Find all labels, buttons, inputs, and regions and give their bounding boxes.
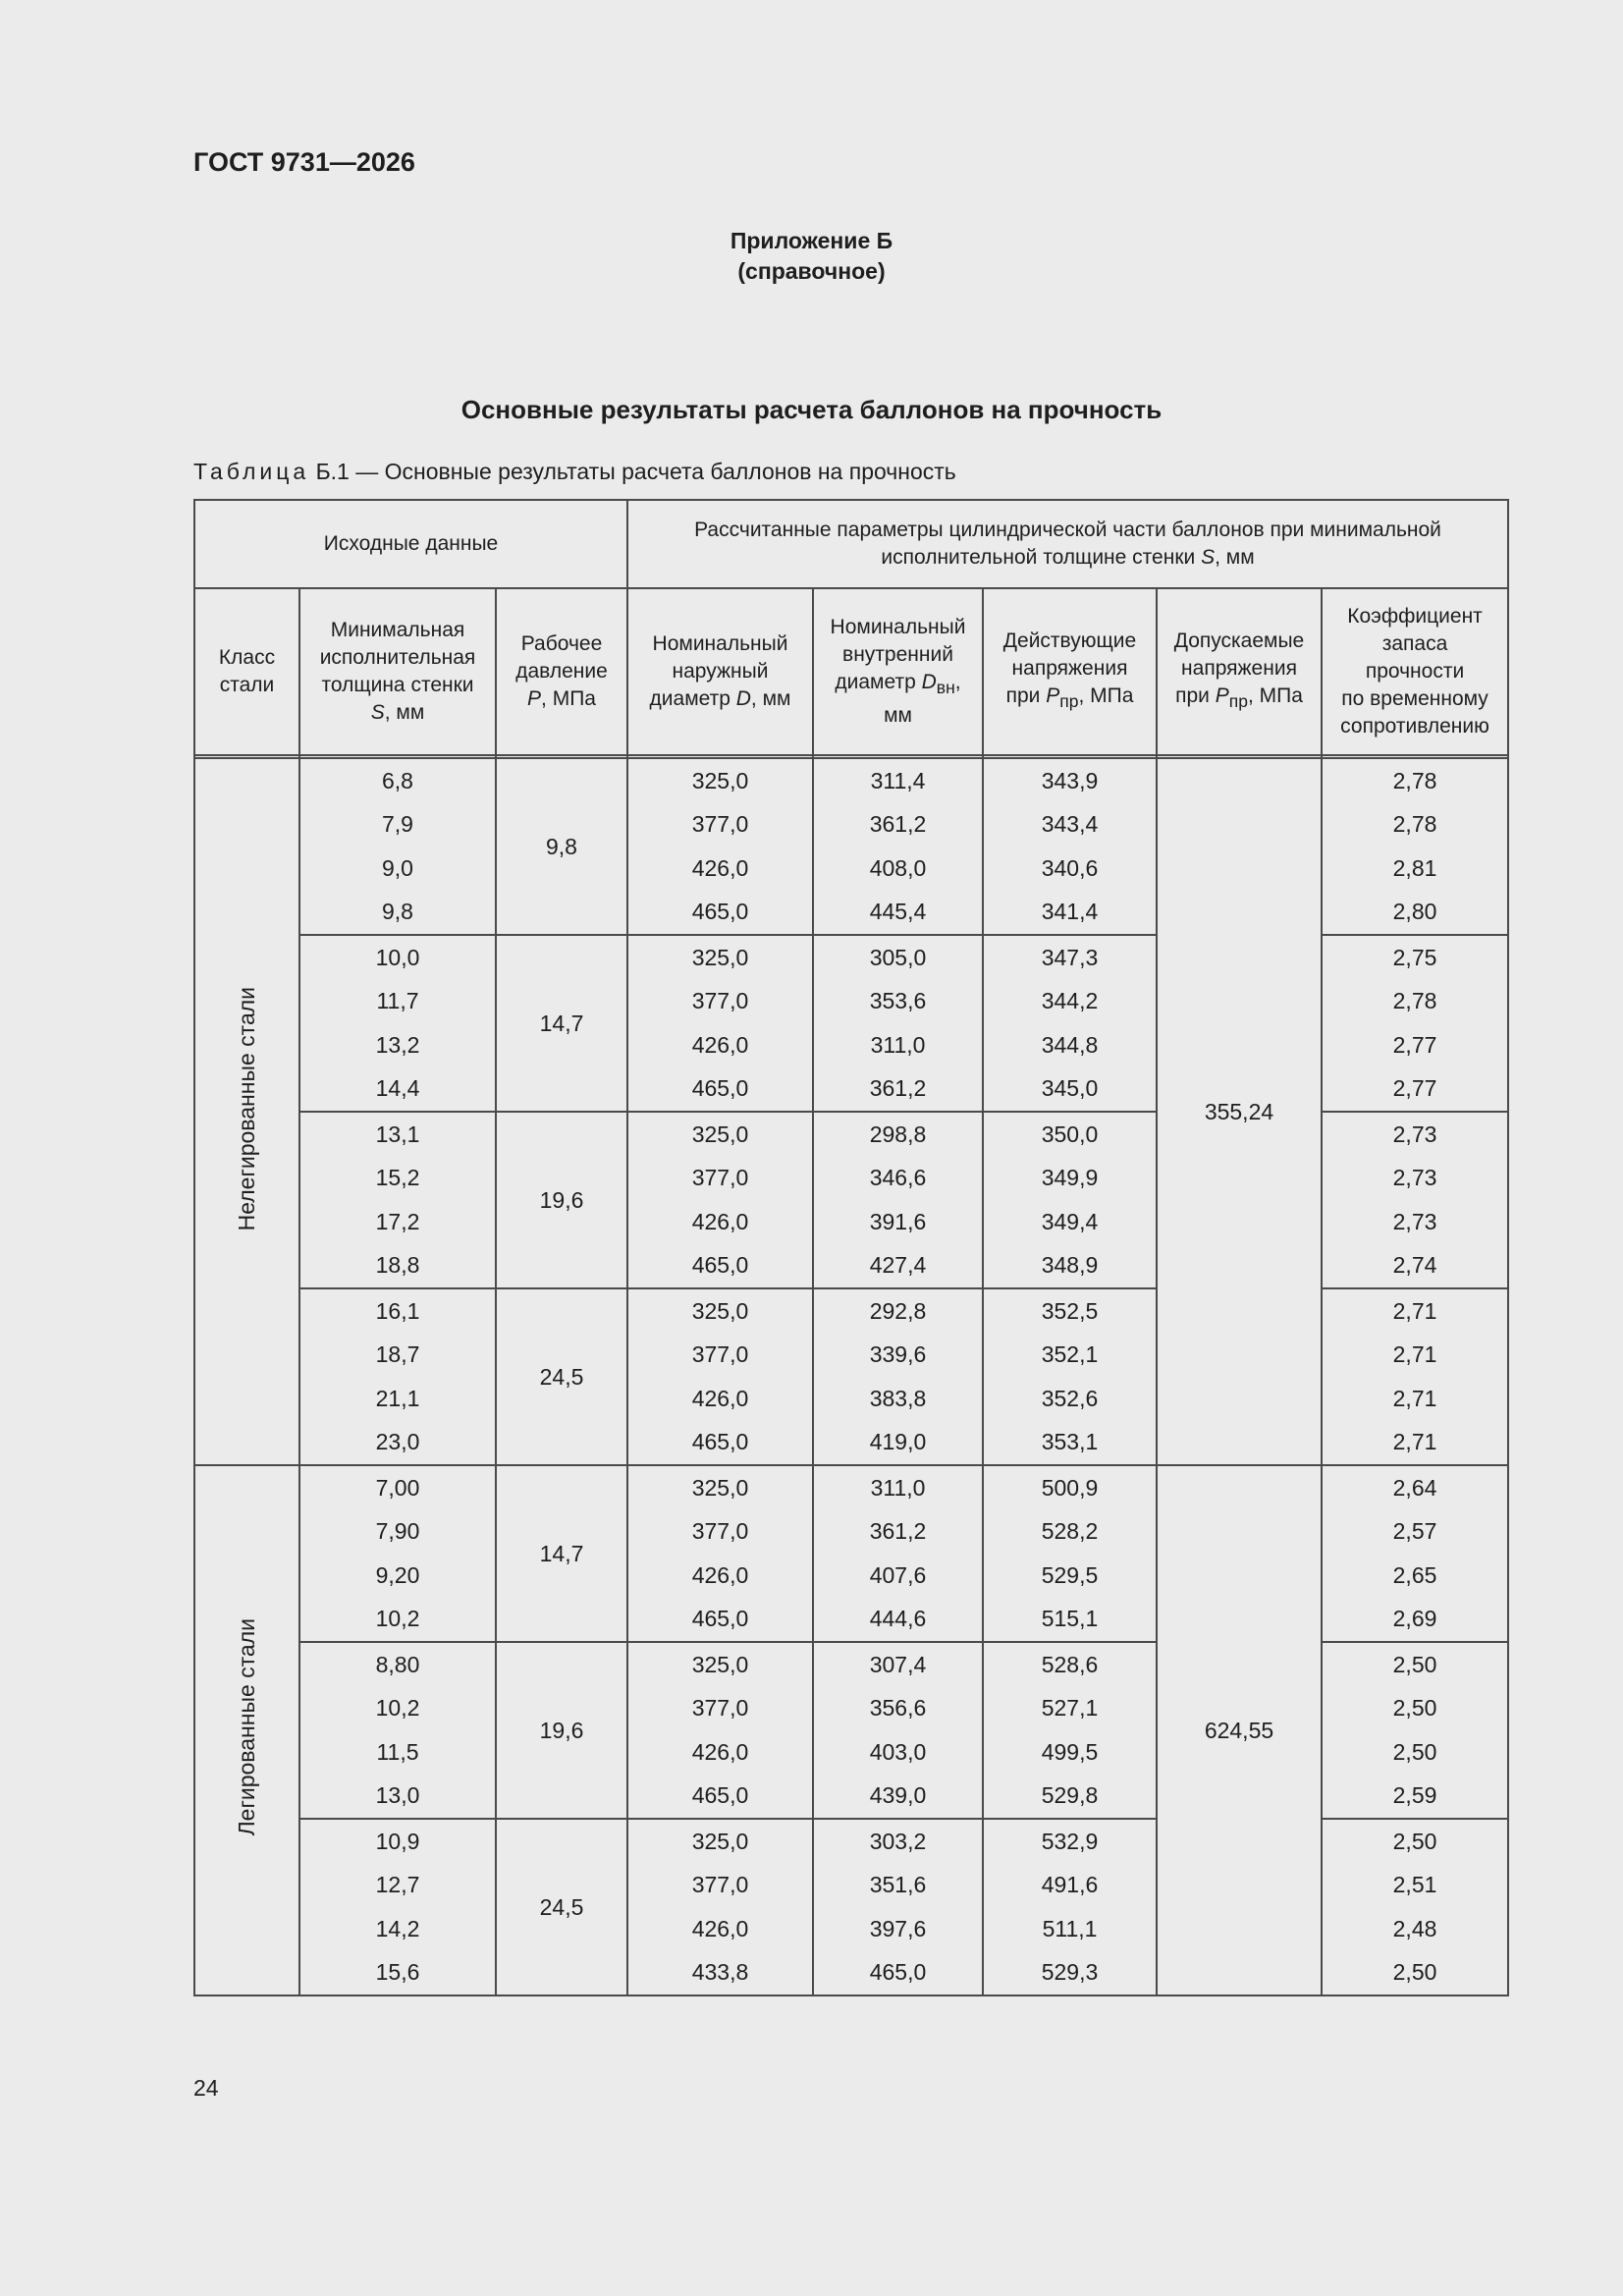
column-header-acting-stress: Действующие напряжения при $P_{пр}$, МПа [983,588,1157,755]
acting-stress-cell: 349,9 [983,1157,1157,1201]
column-header-min-thickness: Минимальная исполнительная толщина стенки S, мм [299,588,496,755]
column-header-steel-class: Класс стали [194,588,299,755]
inner-diameter-cell: 292,8 [813,1288,983,1334]
acting-stress-cell: 515,1 [983,1598,1157,1643]
outer-diameter-cell: 325,0 [627,935,813,980]
outer-diameter-cell: 325,0 [627,1465,813,1510]
inner-diameter-cell: 444,6 [813,1598,983,1643]
safety-factor-cell: 2,71 [1322,1421,1508,1466]
group-header-input: Исходные данные [194,500,627,588]
min-thickness-cell: 10,9 [299,1819,496,1864]
safety-factor-cell: 2,57 [1322,1510,1508,1555]
safety-factor-cell: 2,71 [1322,1334,1508,1378]
acting-stress-cell: 491,6 [983,1864,1157,1908]
safety-factor-cell: 2,50 [1322,1819,1508,1864]
outer-diameter-cell: 433,8 [627,1951,813,1996]
acting-stress-cell: 344,8 [983,1023,1157,1067]
column-header-allowed-stress: Допускаемые напряжения при $P_{пр}$, МПа [1157,588,1322,755]
min-thickness-cell: 11,7 [299,980,496,1024]
outer-diameter-cell: 426,0 [627,1023,813,1067]
page-number: 24 [193,2075,219,2101]
acting-stress-cell: 352,1 [983,1334,1157,1378]
outer-diameter-cell: 465,0 [627,891,813,936]
outer-diameter-cell: 377,0 [627,980,813,1024]
min-thickness-cell: 15,6 [299,1951,496,1996]
min-thickness-cell: 9,20 [299,1554,496,1598]
min-thickness-cell: 21,1 [299,1377,496,1421]
column-header-safety-factor: Коэффициент запаса прочности по временному сопротивлению [1322,588,1508,755]
outer-diameter-cell: 465,0 [627,1244,813,1289]
acting-stress-cell: 500,9 [983,1465,1157,1510]
safety-factor-cell: 2,78 [1322,980,1508,1024]
min-thickness-cell: 8,80 [299,1642,496,1687]
min-thickness-cell: 23,0 [299,1421,496,1466]
safety-factor-cell: 2,81 [1322,847,1508,891]
outer-diameter-cell: 426,0 [627,847,813,891]
min-thickness-cell: 13,0 [299,1775,496,1820]
outer-diameter-cell: 325,0 [627,1642,813,1687]
safety-factor-cell: 2,65 [1322,1554,1508,1598]
acting-stress-cell: 349,4 [983,1200,1157,1244]
outer-diameter-cell: 377,0 [627,1687,813,1731]
safety-factor-cell: 2,48 [1322,1907,1508,1951]
column-header-outer-diameter: Номинальный наружный диаметр D, мм [627,588,813,755]
min-thickness-cell: 10,0 [299,935,496,980]
inner-diameter-cell: 346,6 [813,1157,983,1201]
acting-stress-cell: 341,4 [983,891,1157,936]
working-pressure-cell: 24,5 [496,1819,627,1995]
inner-diameter-cell: 339,6 [813,1334,983,1378]
inner-diameter-cell: 397,6 [813,1907,983,1951]
safety-factor-cell: 2,71 [1322,1377,1508,1421]
outer-diameter-cell: 377,0 [627,1864,813,1908]
safety-factor-cell: 2,75 [1322,935,1508,980]
min-thickness-cell: 14,4 [299,1067,496,1113]
acting-stress-cell: 353,1 [983,1421,1157,1466]
min-thickness-cell: 15,2 [299,1157,496,1201]
acting-stress-cell: 352,5 [983,1288,1157,1334]
working-pressure-cell: 14,7 [496,935,627,1112]
table-row [194,1465,1508,1510]
outer-diameter-cell: 465,0 [627,1421,813,1466]
inner-diameter-cell: 427,4 [813,1244,983,1289]
outer-diameter-cell: 377,0 [627,803,813,847]
inner-diameter-cell: 303,2 [813,1819,983,1864]
outer-diameter-cell: 325,0 [627,1288,813,1334]
safety-factor-cell: 2,50 [1322,1951,1508,1996]
acting-stress-cell: 527,1 [983,1687,1157,1731]
acting-stress-cell: 340,6 [983,847,1157,891]
inner-diameter-cell: 391,6 [813,1200,983,1244]
group-header-calculated: Рассчитанные параметры цилиндрической части баллонов при минимальной исполнительной толщине стенки S, мм [627,500,1508,588]
safety-factor-cell: 2,78 [1322,758,1508,803]
table-caption-text: Б.1 — Основные результаты расчета баллонов на прочность [309,459,956,484]
inner-diameter-cell: 408,0 [813,847,983,891]
steel-class-label: Легированные стали [234,1618,259,1836]
inner-diameter-cell: 407,6 [813,1554,983,1598]
min-thickness-cell: 13,2 [299,1023,496,1067]
outer-diameter-cell: 426,0 [627,1377,813,1421]
column-header-inner-diameter: Номинальный внутренний диаметр $D_{вн}$, мм [813,588,983,755]
allowed-stress-cell: 355,24 [1157,758,1322,1465]
outer-diameter-cell: 426,0 [627,1907,813,1951]
inner-diameter-cell: 361,2 [813,1510,983,1555]
acting-stress-cell: 350,0 [983,1112,1157,1157]
acting-stress-cell: 348,9 [983,1244,1157,1289]
safety-factor-cell: 2,71 [1322,1288,1508,1334]
appendix-subtitle: (справочное) [737,258,886,284]
safety-factor-cell: 2,77 [1322,1023,1508,1067]
outer-diameter-cell: 465,0 [627,1598,813,1643]
outer-diameter-cell: 426,0 [627,1554,813,1598]
inner-diameter-cell: 356,6 [813,1687,983,1731]
inner-diameter-cell: 311,0 [813,1023,983,1067]
min-thickness-cell: 9,0 [299,847,496,891]
acting-stress-cell: 499,5 [983,1730,1157,1775]
acting-stress-cell: 532,9 [983,1819,1157,1864]
appendix-heading [0,226,1623,287]
working-pressure-cell: 9,8 [496,758,627,935]
allowed-stress-cell: 624,55 [1157,1465,1322,1995]
inner-diameter-cell: 307,4 [813,1642,983,1687]
inner-diameter-cell: 361,2 [813,803,983,847]
safety-factor-cell: 2,50 [1322,1730,1508,1775]
min-thickness-cell: 9,8 [299,891,496,936]
steel-class-label: Нелегированные стали [234,986,259,1231]
inner-diameter-cell: 419,0 [813,1421,983,1466]
outer-diameter-cell: 377,0 [627,1334,813,1378]
inner-diameter-cell: 311,0 [813,1465,983,1510]
min-thickness-cell: 10,2 [299,1687,496,1731]
inner-diameter-cell: 361,2 [813,1067,983,1113]
steel-class-cell [194,1465,299,1995]
inner-diameter-cell: 305,0 [813,935,983,980]
safety-factor-cell: 2,50 [1322,1642,1508,1687]
outer-diameter-cell: 426,0 [627,1730,813,1775]
acting-stress-cell: 528,2 [983,1510,1157,1555]
outer-diameter-cell: 325,0 [627,1112,813,1157]
working-pressure-cell: 24,5 [496,1288,627,1465]
acting-stress-cell: 345,0 [983,1067,1157,1113]
acting-stress-cell: 352,6 [983,1377,1157,1421]
min-thickness-cell: 13,1 [299,1112,496,1157]
column-header-working-pressure: Рабочее давление P, МПа [496,588,627,755]
inner-diameter-cell: 383,8 [813,1377,983,1421]
safety-factor-cell: 2,64 [1322,1465,1508,1510]
outer-diameter-cell: 426,0 [627,1200,813,1244]
min-thickness-cell: 6,8 [299,758,496,803]
safety-factor-cell: 2,80 [1322,891,1508,936]
results-table-body [194,758,1508,1995]
document-code: ГОСТ 9731—2026 [193,147,415,177]
outer-diameter-cell: 325,0 [627,758,813,803]
acting-stress-cell: 529,3 [983,1951,1157,1996]
acting-stress-cell: 529,8 [983,1775,1157,1820]
acting-stress-cell: 529,5 [983,1554,1157,1598]
inner-diameter-cell: 311,4 [813,758,983,803]
outer-diameter-cell: 465,0 [627,1775,813,1820]
inner-diameter-cell: 403,0 [813,1730,983,1775]
min-thickness-cell: 7,9 [299,803,496,847]
min-thickness-cell: 18,7 [299,1334,496,1378]
table-row [194,758,1508,803]
acting-stress-cell: 528,6 [983,1642,1157,1687]
acting-stress-cell: 511,1 [983,1907,1157,1951]
acting-stress-cell: 343,4 [983,803,1157,847]
acting-stress-cell: 344,2 [983,980,1157,1024]
safety-factor-cell: 2,50 [1322,1687,1508,1731]
min-thickness-cell: 7,00 [299,1465,496,1510]
safety-factor-cell: 2,73 [1322,1157,1508,1201]
inner-diameter-cell: 439,0 [813,1775,983,1820]
inner-diameter-cell: 353,6 [813,980,983,1024]
inner-diameter-cell: 351,6 [813,1864,983,1908]
min-thickness-cell: 10,2 [299,1598,496,1643]
safety-factor-cell: 2,69 [1322,1598,1508,1643]
safety-factor-cell: 2,74 [1322,1244,1508,1289]
min-thickness-cell: 18,8 [299,1244,496,1289]
min-thickness-cell: 17,2 [299,1200,496,1244]
steel-class-cell [194,758,299,1465]
working-pressure-cell: 19,6 [496,1642,627,1819]
safety-factor-cell: 2,73 [1322,1200,1508,1244]
min-thickness-cell: 12,7 [299,1864,496,1908]
outer-diameter-cell: 377,0 [627,1157,813,1201]
min-thickness-cell: 7,90 [299,1510,496,1555]
min-thickness-cell: 16,1 [299,1288,496,1334]
acting-stress-cell: 347,3 [983,935,1157,980]
safety-factor-cell: 2,78 [1322,803,1508,847]
section-title: Основные результаты расчета баллонов на прочность [460,395,1163,424]
acting-stress-cell: 343,9 [983,758,1157,803]
table-caption [193,459,956,485]
inner-diameter-cell: 445,4 [813,891,983,936]
working-pressure-cell: 19,6 [496,1112,627,1288]
inner-diameter-cell: 465,0 [813,1951,983,1996]
safety-factor-cell: 2,77 [1322,1067,1508,1113]
inner-diameter-cell: 298,8 [813,1112,983,1157]
min-thickness-cell: 11,5 [299,1730,496,1775]
outer-diameter-cell: 377,0 [627,1510,813,1555]
safety-factor-cell: 2,59 [1322,1775,1508,1820]
safety-factor-cell: 2,51 [1322,1864,1508,1908]
outer-diameter-cell: 325,0 [627,1819,813,1864]
table-caption-prefix: Таблица [193,459,310,484]
results-table [193,499,1509,1996]
safety-factor-cell: 2,73 [1322,1112,1508,1157]
outer-diameter-cell: 465,0 [627,1067,813,1113]
min-thickness-cell: 14,2 [299,1907,496,1951]
working-pressure-cell: 14,7 [496,1465,627,1642]
appendix-title: Приложение Б [730,228,893,253]
